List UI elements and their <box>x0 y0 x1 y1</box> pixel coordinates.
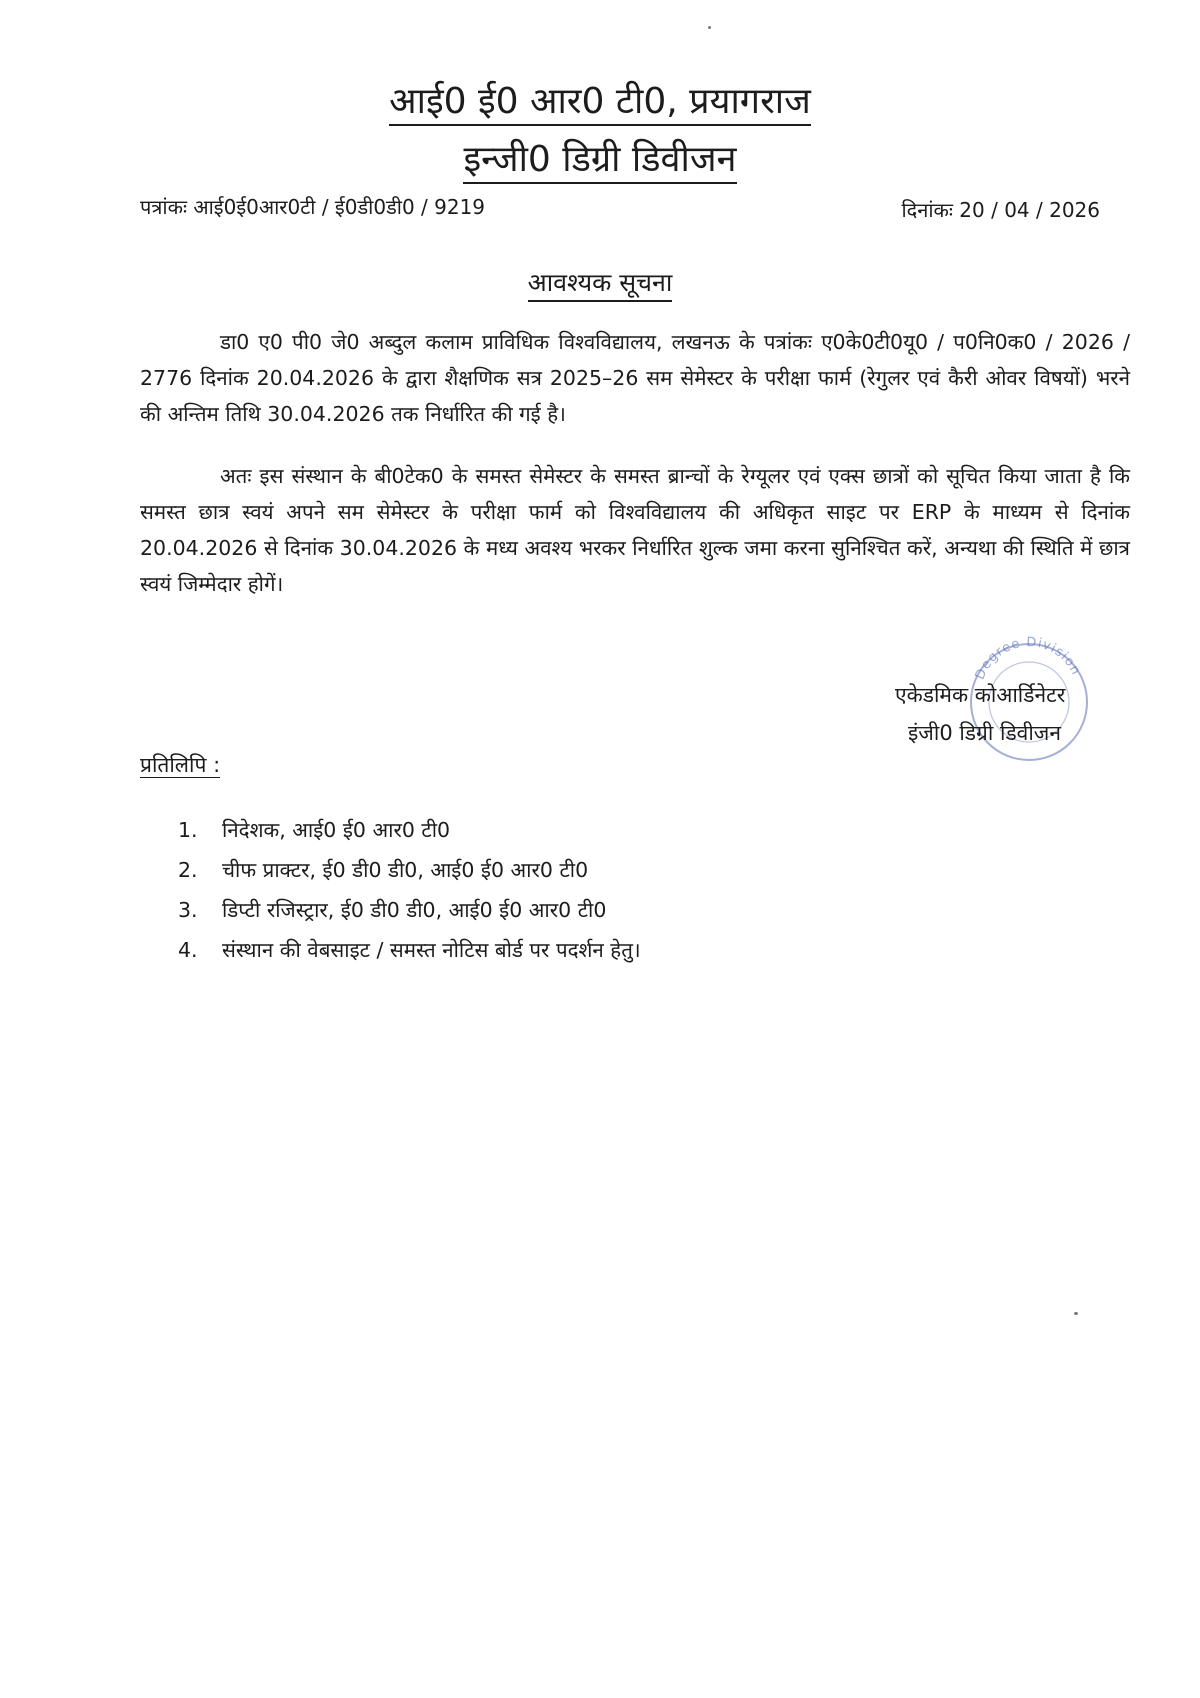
copy-to-item-number: 1. <box>178 818 198 842</box>
division-title-text: इन्जी0 डिग्री डिवीजन <box>463 139 736 184</box>
copy-to-item-text: डिप्टी रजिस्ट्रार, ई0 डी0 डी0, आई0 ई0 आर0 टी0 <box>222 898 607 922</box>
copy-to-item <box>178 850 641 890</box>
institute-title <box>0 78 1200 126</box>
copy-to-item-text: चीफ प्राक्टर, ई0 डी0 डी0, आई0 ई0 आर0 टी0 <box>222 858 589 882</box>
notice-paragraph-2: अतः इस संस्थान के बी0टेक0 के समस्त सेमेस्टर के समस्त ब्रान्चों के रेग्यूलर एवं एक्स छात्रों को सूचित किया जाता है कि समस्त छात्र स्वयं अपने सम सेमेस्टर के परीक्षा फार्म को विश्वविद्यालय की अधिकृत साइट पर ERP के माध्यम से दिनांक 20.04.2026 से दिनांक 30.04.2026 के मध्य अवश्य भरकर निर्धारित शुल्क जमा करना सुनिश्चित करें, अन्यथा की स्थिति में छात्र स्वयं जिम्मेदार होगें। <box>140 464 1130 596</box>
copy-to-item-text: संस्थान की वेबसाइट / समस्त नोटिस बोर्ड पर पदर्शन हेतु। <box>222 938 641 962</box>
copy-to-item-number: 3. <box>178 898 198 922</box>
signatory-designation: एकेडमिक कोआर्डिनेटर <box>895 683 1066 707</box>
copy-to-item-number: 2. <box>178 858 198 882</box>
notice-heading <box>0 266 1200 300</box>
division-title <box>0 136 1200 184</box>
notice-paragraph-1: डा0 ए0 पी0 जे0 अब्दुल कलाम प्राविधिक विश्वविद्यालय, लखनऊ के पत्रांकः ए0के0टी0यू0 / प0नि0क0 / 2026 / 2776 दिनांक 20.04.2026 के द्वारा शैक्षणिक सत्र 2025–26 सम सेमेस्टर के परीक्षा फार्म (रेगुलर एवं कैरी ओवर विषयों) भरने की अन्तिम तिथि 30.04.2026 तक निर्धारित की गई है। <box>140 330 1130 426</box>
copy-to-item <box>178 890 641 930</box>
copy-to-item-number: 4. <box>178 938 198 962</box>
notice-heading-text: आवश्यक सूचना <box>528 268 673 302</box>
scan-speck <box>708 26 711 29</box>
copy-to-label-text: प्रतिलिपि : <box>140 753 221 777</box>
copy-to-item <box>178 930 641 970</box>
copy-to-item <box>178 810 641 850</box>
letter-date: दिनांकः 20 / 04 / 2026 <box>901 198 1100 222</box>
institute-title-text: आई0 ई0 आर0 टी0, प्रयागराज <box>389 81 811 126</box>
stamp-text: Degree Division <box>972 635 1084 682</box>
copy-to-label <box>140 750 220 780</box>
scan-speck <box>1074 1312 1078 1315</box>
letter-number: पत्रांकः आई0ई0आर0टी / ई0डी0डी0 / 9219 <box>140 195 486 219</box>
copy-to-list <box>178 810 641 970</box>
signatory-department: इंजी0 डिग्री डिवीजन <box>908 721 1062 745</box>
copy-to-item-text: निदेशक, आई0 ई0 आर0 टी0 <box>222 818 451 842</box>
